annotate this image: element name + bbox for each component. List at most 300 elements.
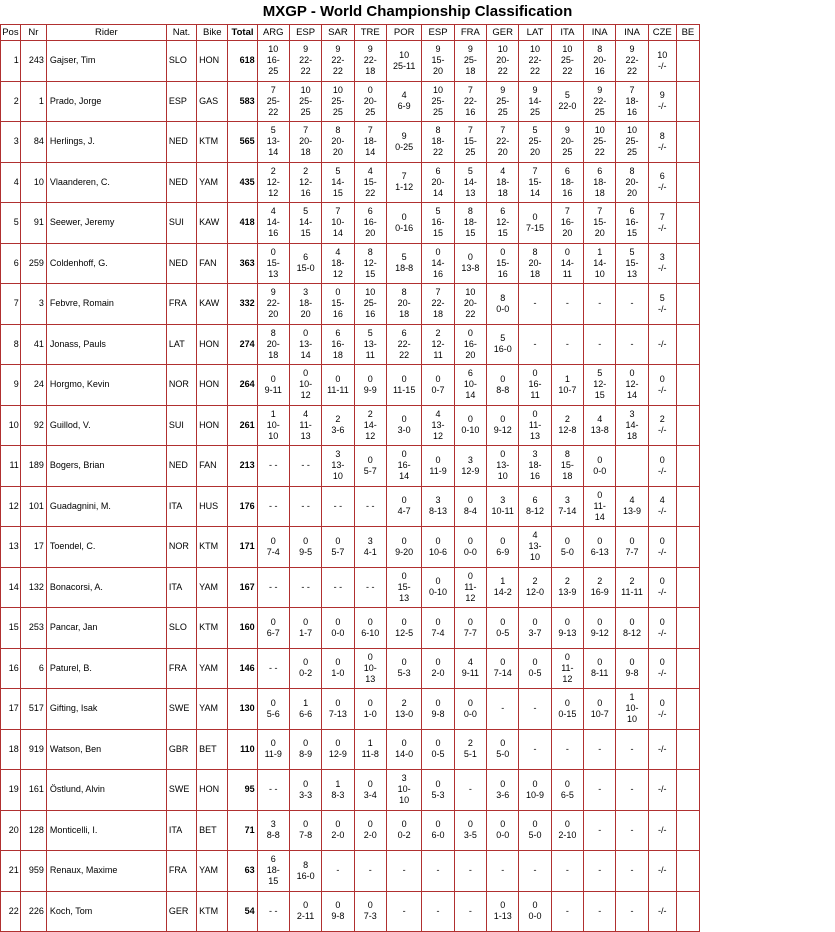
race-result-cell: 0 7-8 (289, 810, 321, 851)
race-result-cell: 7 16- 20 (551, 203, 583, 244)
race-result-cell: - (551, 729, 583, 770)
race-result-cell: 3 8-8 (257, 810, 289, 851)
race-result-cell: 0 11-15 (386, 365, 421, 406)
race-result-cell: - (551, 851, 583, 892)
race-result-cell: 7 -/- (648, 203, 676, 244)
nationality-cell: SWE (166, 689, 196, 730)
total-points-cell: 63 (228, 851, 257, 892)
race-result-cell: 0 9-11 (257, 365, 289, 406)
table-row (1, 324, 700, 365)
race-result-cell: 0 9-5 (289, 527, 321, 568)
race-result-cell: 0 14- 11 (551, 243, 583, 284)
race-result-cell: - (322, 851, 354, 892)
race-result-cell (676, 770, 699, 811)
number-cell: 1 (20, 81, 46, 122)
race-result-cell: 0 0-2 (289, 648, 321, 689)
table-row (1, 891, 700, 932)
bike-cell: FAN (197, 243, 228, 284)
bike-cell: KAW (197, 284, 228, 325)
race-result-cell: 2 13-9 (551, 567, 583, 608)
table-row (1, 122, 700, 163)
race-result-cell: -/- (648, 729, 676, 770)
position-cell: 18 (1, 729, 21, 770)
page-title: MXGP - World Championship Classification (262, 3, 573, 20)
number-cell: 41 (20, 324, 46, 365)
race-result-cell: 2 -/- (648, 405, 676, 446)
rider-cell: Östlund, Alvin (46, 770, 166, 811)
table-row (1, 648, 700, 689)
total-points-cell: 95 (228, 770, 257, 811)
race-result-cell (676, 41, 699, 82)
race-result-cell: 0 0-16 (386, 203, 421, 244)
number-cell: 6 (20, 648, 46, 689)
column-header-be: BE (676, 25, 699, 41)
race-result-cell: 0 7-14 (487, 648, 519, 689)
rider-cell: Renaux, Maxime (46, 851, 166, 892)
race-result-cell: 0 6-5 (551, 770, 583, 811)
race-result-cell (676, 527, 699, 568)
race-result-cell: - - (257, 770, 289, 811)
number-cell: 3 (20, 284, 46, 325)
position-cell: 13 (1, 527, 21, 568)
race-result-cell: - - (289, 486, 321, 527)
race-result-cell: 8 18- 22 (422, 122, 454, 163)
race-result-cell: 8 20- 20 (322, 122, 354, 163)
bike-cell: YAM (197, 648, 228, 689)
race-result-cell: 5 14- 15 (322, 162, 354, 203)
bike-cell: BET (197, 810, 228, 851)
total-points-cell: 54 (228, 891, 257, 932)
race-result-cell: 0 0-0 (487, 810, 519, 851)
race-result-cell (676, 81, 699, 122)
classification-table (0, 24, 700, 932)
race-result-cell: - (487, 689, 519, 730)
race-result-cell: 0 9-8 (322, 891, 354, 932)
race-result-cell: 6 8-12 (519, 486, 551, 527)
bike-cell: HON (197, 41, 228, 82)
race-result-cell (616, 446, 648, 487)
total-points-cell: 130 (228, 689, 257, 730)
rider-cell: Seewer, Jeremy (46, 203, 166, 244)
race-result-cell: 9 0-25 (386, 122, 421, 163)
total-points-cell: 213 (228, 446, 257, 487)
race-result-cell: -/- (648, 810, 676, 851)
race-result-cell: 0 2-11 (289, 891, 321, 932)
total-points-cell: 171 (228, 527, 257, 568)
race-result-cell: 7 10- 14 (322, 203, 354, 244)
race-result-cell: 0 5-6 (257, 689, 289, 730)
race-result-cell: 0 11- 13 (519, 405, 551, 446)
total-points-cell: 618 (228, 41, 257, 82)
position-cell: 22 (1, 891, 21, 932)
number-cell: 10 (20, 162, 46, 203)
nationality-cell: LAT (166, 324, 196, 365)
rider-cell: Herlings, J. (46, 122, 166, 163)
race-result-cell: 10 -/- (648, 41, 676, 82)
nationality-cell: GBR (166, 729, 196, 770)
race-result-cell: 0 7-13 (322, 689, 354, 730)
rider-cell: Febvre, Romain (46, 284, 166, 325)
number-cell: 84 (20, 122, 46, 163)
race-result-cell: - (487, 851, 519, 892)
race-result-cell: 0 0-7 (422, 365, 454, 406)
race-result-cell: - - (322, 486, 354, 527)
race-result-cell (676, 243, 699, 284)
race-result-cell: 4 13- 10 (519, 527, 551, 568)
table-row (1, 365, 700, 406)
race-result-cell: 0 2-10 (551, 810, 583, 851)
race-result-cell: 0 11-9 (257, 729, 289, 770)
race-result-cell: 1 6-6 (289, 689, 321, 730)
race-result-cell: - (422, 851, 454, 892)
race-result-cell: 0 11- 12 (454, 567, 486, 608)
bike-cell: KTM (197, 608, 228, 649)
total-points-cell: 176 (228, 486, 257, 527)
race-result-cell (676, 567, 699, 608)
race-result-cell: 0 12- 14 (616, 365, 648, 406)
column-header-bike: Bike (197, 25, 228, 41)
race-result-cell: 2 12- 11 (422, 324, 454, 365)
race-result-cell: 0 12-9 (322, 729, 354, 770)
table-row (1, 284, 700, 325)
race-result-cell: - (584, 810, 616, 851)
position-cell: 4 (1, 162, 21, 203)
race-result-cell: 0 -/- (648, 446, 676, 487)
race-result-cell: 5 22-0 (551, 81, 583, 122)
race-result-cell: 0 9-9 (354, 365, 386, 406)
race-result-cell: 2 12- 12 (257, 162, 289, 203)
race-result-cell: 0 -/- (648, 527, 676, 568)
race-result-cell: - (519, 324, 551, 365)
header-row (1, 25, 700, 41)
rider-cell: Guillod, V. (46, 405, 166, 446)
nationality-cell: FRA (166, 851, 196, 892)
column-header-rider: Rider (46, 25, 166, 41)
rider-cell: Watson, Ben (46, 729, 166, 770)
race-result-cell (676, 608, 699, 649)
race-result-cell: 0 8-11 (584, 648, 616, 689)
column-header-lat: LAT (519, 25, 551, 41)
race-result-cell: 4 6-9 (386, 81, 421, 122)
position-cell: 12 (1, 486, 21, 527)
rider-cell: Toendel, C. (46, 527, 166, 568)
race-result-cell: 4 15- 22 (354, 162, 386, 203)
race-result-cell: 0 12-5 (386, 608, 421, 649)
race-result-cell: 9 22- 25 (584, 81, 616, 122)
table-row (1, 162, 700, 203)
number-cell: 91 (20, 203, 46, 244)
position-cell: 21 (1, 851, 21, 892)
race-result-cell: 6 10- 14 (454, 365, 486, 406)
race-result-cell: 0 5-3 (422, 770, 454, 811)
race-result-cell: 0 11- 12 (551, 648, 583, 689)
rider-cell: Bonacorsi, A. (46, 567, 166, 608)
race-result-cell: - (519, 284, 551, 325)
rider-cell: Monticelli, I. (46, 810, 166, 851)
bike-cell: KAW (197, 203, 228, 244)
column-header-fra: FRA (454, 25, 486, 41)
bike-cell: HUS (197, 486, 228, 527)
bike-cell: KTM (197, 891, 228, 932)
race-result-cell: 0 3-7 (519, 608, 551, 649)
position-cell: 6 (1, 243, 21, 284)
position-cell: 5 (1, 203, 21, 244)
race-result-cell: 0 8-9 (289, 729, 321, 770)
race-result-cell: 5 15- 13 (616, 243, 648, 284)
race-result-cell: 10 25- 25 (322, 81, 354, 122)
race-result-cell: 0 0-15 (551, 689, 583, 730)
race-result-cell: 9 22- 20 (257, 284, 289, 325)
position-cell: 16 (1, 648, 21, 689)
race-result-cell: 0 6-9 (487, 527, 519, 568)
race-result-cell (676, 689, 699, 730)
race-result-cell (676, 203, 699, 244)
bike-cell: YAM (197, 162, 228, 203)
race-result-cell: - (551, 891, 583, 932)
race-result-cell: 0 7-4 (257, 527, 289, 568)
race-result-cell: - (422, 891, 454, 932)
nationality-cell: NED (166, 446, 196, 487)
race-result-cell: 7 15- 25 (454, 122, 486, 163)
race-result-cell: 10 25- 25 (422, 81, 454, 122)
race-result-cell (676, 405, 699, 446)
race-result-cell: 9 -/- (648, 81, 676, 122)
race-result-cell: 0 10- 13 (354, 648, 386, 689)
total-points-cell: 363 (228, 243, 257, 284)
position-cell: 9 (1, 365, 21, 406)
race-result-cell: 7 15- 14 (519, 162, 551, 203)
race-result-cell: 0 15- 16 (322, 284, 354, 325)
race-result-cell: 0 0-2 (386, 810, 421, 851)
bike-cell: GAS (197, 81, 228, 122)
race-result-cell: 5 14- 13 (454, 162, 486, 203)
race-result-cell: 4 -/- (648, 486, 676, 527)
race-result-cell: 0 14-0 (386, 729, 421, 770)
race-result-cell: 3 7-14 (551, 486, 583, 527)
column-header-arg: ARG (257, 25, 289, 41)
race-result-cell: 0 15- 13 (257, 243, 289, 284)
race-result-cell: 0 10-7 (584, 689, 616, 730)
race-result-cell: - (551, 284, 583, 325)
column-header-esp: ESP (422, 25, 454, 41)
race-result-cell: 0 0-5 (422, 729, 454, 770)
race-result-cell: 0 6-7 (257, 608, 289, 649)
race-result-cell: 1 14-2 (487, 567, 519, 608)
race-result-cell: - (584, 891, 616, 932)
race-result-cell (676, 365, 699, 406)
number-cell: 243 (20, 41, 46, 82)
race-result-cell: 0 6-10 (354, 608, 386, 649)
race-result-cell: 1 8-3 (322, 770, 354, 811)
race-result-cell: 0 0-10 (454, 405, 486, 446)
race-result-cell: 0 5-3 (386, 648, 421, 689)
column-header-ina: INA (584, 25, 616, 41)
race-result-cell: - (519, 851, 551, 892)
table-row (1, 608, 700, 649)
bike-cell: FAN (197, 446, 228, 487)
table-row (1, 851, 700, 892)
race-result-cell: 0 0-0 (454, 689, 486, 730)
race-result-cell: 0 5-7 (354, 446, 386, 487)
race-result-cell: 4 13-9 (616, 486, 648, 527)
race-result-cell: - (584, 284, 616, 325)
race-result-cell: 8 0-0 (487, 284, 519, 325)
race-result-cell: 0 7-7 (454, 608, 486, 649)
column-header-por: POR (386, 25, 421, 41)
rider-cell: Paturel, B. (46, 648, 166, 689)
race-result-cell: 0 7-7 (616, 527, 648, 568)
race-result-cell: 0 10-6 (422, 527, 454, 568)
race-result-cell: - (454, 891, 486, 932)
race-result-cell: 0 16- 20 (454, 324, 486, 365)
race-result-cell: 4 18- 12 (322, 243, 354, 284)
race-result-cell: 3 4-1 (354, 527, 386, 568)
race-result-cell: - - (354, 567, 386, 608)
race-result-cell: 0 4-7 (386, 486, 421, 527)
number-cell: 253 (20, 608, 46, 649)
race-result-cell: - (386, 891, 421, 932)
race-result-cell: 1 10- 10 (616, 689, 648, 730)
position-cell: 7 (1, 284, 21, 325)
rider-cell: Horgmo, Kevin (46, 365, 166, 406)
race-result-cell: 0 6-13 (584, 527, 616, 568)
position-cell: 3 (1, 122, 21, 163)
race-result-cell: 9 22- 22 (322, 41, 354, 82)
race-result-cell: 4 14- 16 (257, 203, 289, 244)
race-result-cell: 5 -/- (648, 284, 676, 325)
race-result-cell: 0 9-12 (487, 405, 519, 446)
bike-cell: YAM (197, 689, 228, 730)
race-result-cell: 2 16-9 (584, 567, 616, 608)
race-result-cell: 0 5-0 (519, 810, 551, 851)
race-result-cell: 10 25- 16 (354, 284, 386, 325)
race-result-cell: 0 -/- (648, 365, 676, 406)
position-cell: 15 (1, 608, 21, 649)
race-result-cell: - - (257, 567, 289, 608)
column-header-nr: Nr (20, 25, 46, 41)
table-row (1, 203, 700, 244)
race-result-cell: 1 10-7 (551, 365, 583, 406)
race-result-cell: 4 9-11 (454, 648, 486, 689)
race-result-cell: 0 16- 14 (386, 446, 421, 487)
race-result-cell: 0 -/- (648, 648, 676, 689)
nationality-cell: ITA (166, 810, 196, 851)
nationality-cell: SUI (166, 203, 196, 244)
total-points-cell: 160 (228, 608, 257, 649)
rider-cell: Gajser, Tim (46, 41, 166, 82)
race-result-cell: 5 14- 15 (289, 203, 321, 244)
race-result-cell: 5 16- 15 (422, 203, 454, 244)
race-result-cell: 1 10- 10 (257, 405, 289, 446)
table-row (1, 446, 700, 487)
race-result-cell (676, 122, 699, 163)
race-result-cell: 5 25- 20 (519, 122, 551, 163)
race-result-cell: - (584, 324, 616, 365)
total-points-cell: 146 (228, 648, 257, 689)
position-cell: 19 (1, 770, 21, 811)
race-result-cell: 0 5-7 (322, 527, 354, 568)
race-result-cell: 6 -/- (648, 162, 676, 203)
race-result-cell: -/- (648, 324, 676, 365)
race-result-cell: - (616, 851, 648, 892)
column-header-cze: CZE (648, 25, 676, 41)
race-result-cell: 0 9-13 (551, 608, 583, 649)
total-points-cell: 261 (228, 405, 257, 446)
race-result-cell: 2 12-8 (551, 405, 583, 446)
total-points-cell: 274 (228, 324, 257, 365)
race-result-cell: 6 18- 15 (257, 851, 289, 892)
column-header-esp: ESP (289, 25, 321, 41)
race-result-cell: 6 18- 18 (584, 162, 616, 203)
race-result-cell: 0 2-0 (422, 648, 454, 689)
race-result-cell: 0 8-8 (487, 365, 519, 406)
race-result-cell: 8 -/- (648, 122, 676, 163)
race-result-cell: - (584, 851, 616, 892)
race-result-cell: 9 22- 22 (616, 41, 648, 82)
race-result-cell: - - (257, 891, 289, 932)
total-points-cell: 71 (228, 810, 257, 851)
nationality-cell: ITA (166, 486, 196, 527)
race-result-cell: 10 20- 22 (487, 41, 519, 82)
race-result-cell: -/- (648, 891, 676, 932)
race-result-cell: 8 20- 16 (584, 41, 616, 82)
race-result-cell: 9 25- 18 (454, 41, 486, 82)
total-points-cell: 110 (228, 729, 257, 770)
race-result-cell: 7 22- 20 (487, 122, 519, 163)
total-points-cell: 435 (228, 162, 257, 203)
total-points-cell: 583 (228, 81, 257, 122)
race-result-cell: 8 20- 18 (386, 284, 421, 325)
number-cell: 959 (20, 851, 46, 892)
race-result-cell: 0 10- 12 (289, 365, 321, 406)
race-result-cell (676, 324, 699, 365)
race-result-cell: 10 25- 22 (551, 41, 583, 82)
race-result-cell: - (584, 770, 616, 811)
race-result-cell: 0 3-5 (454, 810, 486, 851)
race-result-cell: 0 3-3 (289, 770, 321, 811)
column-header-ita: ITA (551, 25, 583, 41)
race-result-cell: 0 13- 14 (289, 324, 321, 365)
bike-cell: KTM (197, 527, 228, 568)
race-result-cell: 3 8-13 (422, 486, 454, 527)
race-result-cell (676, 486, 699, 527)
table-row (1, 810, 700, 851)
race-result-cell: 10 22- 22 (519, 41, 551, 82)
race-result-cell: 0 13- 10 (487, 446, 519, 487)
race-result-cell: 0 0-0 (519, 891, 551, 932)
race-result-cell: 0 0-0 (454, 527, 486, 568)
race-result-cell: 4 18- 18 (487, 162, 519, 203)
race-result-cell: 7 22- 16 (454, 81, 486, 122)
race-result-cell: 0 0-5 (487, 608, 519, 649)
position-cell: 17 (1, 689, 21, 730)
race-result-cell: 6 15-0 (289, 243, 321, 284)
position-cell: 1 (1, 41, 21, 82)
race-result-cell: 0 1-13 (487, 891, 519, 932)
race-result-cell: 0 13-8 (454, 243, 486, 284)
race-result-cell: 0 8-4 (454, 486, 486, 527)
race-result-cell: 10 20- 22 (454, 284, 486, 325)
race-result-cell: 3 10-11 (487, 486, 519, 527)
number-cell: 17 (20, 527, 46, 568)
race-result-cell: - (519, 689, 551, 730)
race-result-cell: 8 16-0 (289, 851, 321, 892)
race-result-cell: 7 18- 16 (616, 81, 648, 122)
position-cell: 10 (1, 405, 21, 446)
race-result-cell: 0 2-0 (322, 810, 354, 851)
race-result-cell: 0 1-0 (322, 648, 354, 689)
race-result-cell: 0 3-0 (386, 405, 421, 446)
